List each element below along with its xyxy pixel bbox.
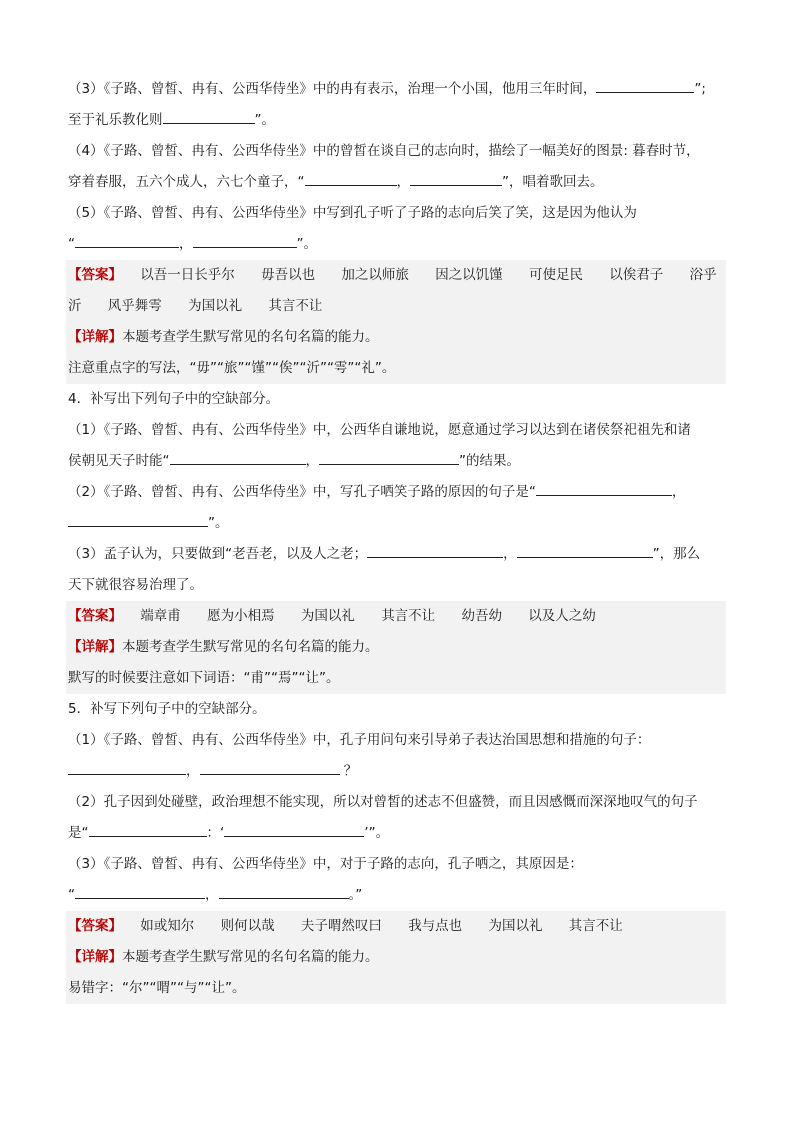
answer-blank[interactable] bbox=[193, 233, 297, 248]
detail-label: 【详解】 bbox=[68, 329, 122, 345]
detail-text: 本题考查学生默写常见的名句名篇的能力。 bbox=[122, 949, 379, 965]
question-text: ”。 bbox=[208, 515, 229, 531]
question-text: ”的结果。 bbox=[459, 453, 520, 469]
answer-item: 端章甫 bbox=[140, 608, 181, 624]
question-text: ：‘ bbox=[206, 825, 225, 841]
question-text: ， bbox=[503, 546, 517, 562]
q5-sub3-line2 bbox=[68, 880, 728, 911]
answer-line bbox=[68, 601, 726, 632]
detail-line bbox=[68, 632, 726, 663]
question-text: 穿着春服，五六个成人，六七个童子，“ bbox=[68, 174, 305, 190]
q5-sub3-line1 bbox=[68, 849, 728, 880]
q4-sub2-line1 bbox=[68, 477, 728, 508]
answer-item: 以俟君子 bbox=[609, 267, 664, 283]
answer-blank[interactable] bbox=[305, 171, 397, 186]
answer-blank[interactable] bbox=[68, 760, 186, 775]
answer-item: 为国以礼 bbox=[488, 918, 543, 934]
answer-line bbox=[68, 911, 726, 942]
question-text: ”，唱着歌回去。 bbox=[502, 174, 604, 190]
question-text: （3）《子路、曾皙、冉有、公西华侍坐》中，对于子路的志向，孔子哂之，其原因是： bbox=[68, 856, 583, 872]
note-text: 易错字：“尔”“喟”“与”“让”。 bbox=[68, 980, 246, 996]
question-text: （3）孟子认为，只要做到“老吾老，以及人之老； bbox=[68, 546, 368, 562]
q4-sub1-line2 bbox=[68, 446, 728, 477]
answer-blank[interactable] bbox=[319, 450, 459, 465]
answer-item: 幼吾幼 bbox=[461, 608, 502, 624]
question-text: （4）《子路、曾皙、冉有、公西华侍坐》中的曾皙在谈自己的志向时，描绘了一幅美好的图景: 暮春时节， bbox=[68, 143, 700, 159]
question-text: ， bbox=[671, 484, 686, 500]
note-line bbox=[68, 973, 726, 1004]
answer-item: 沂 bbox=[68, 298, 82, 314]
question-text: （1）《子路、曾皙、冉有、公西华侍坐》中，孔子用问句来引导弟子表达治国思想和措施的句子： bbox=[68, 732, 651, 748]
question-text: （2）孔子因到处碰壁，政治理想不能实现，所以对曾皙的述志不但盛赞，而且因感慨而深深地叹气的句子 bbox=[68, 794, 698, 810]
detail-label: 【详解】 bbox=[68, 639, 122, 655]
answer-item: 愿为小相焉 bbox=[207, 608, 275, 624]
note-line bbox=[68, 663, 726, 694]
answer-item: 如或知尔 bbox=[140, 918, 195, 934]
answer-item: 加之以师旅 bbox=[341, 267, 409, 283]
question-text: ， bbox=[205, 887, 219, 903]
q3-sub5-line1 bbox=[68, 198, 728, 229]
q3-sub4-line2 bbox=[68, 167, 728, 198]
q5-sub1-line2 bbox=[68, 756, 728, 787]
q5-sub2-line2 bbox=[68, 818, 728, 849]
q4-sub1-line1 bbox=[68, 415, 728, 446]
detail-label: 【详解】 bbox=[68, 949, 122, 965]
question-text: （5）《子路、曾皙、冉有、公西华侍坐》中写到孔子听了子路的志向后笑了笑，这是因为他认为 bbox=[68, 205, 637, 221]
q3-sub3-line2 bbox=[68, 105, 728, 136]
detail-line bbox=[68, 322, 726, 353]
question-text: ？ bbox=[343, 763, 358, 779]
answer-item: 风乎舞雩 bbox=[107, 298, 162, 314]
answer-item: 为国以礼 bbox=[300, 608, 355, 624]
answer-label: 【答案】 bbox=[68, 918, 122, 934]
answer-line bbox=[68, 260, 726, 291]
answer-item: 因之以饥馑 bbox=[435, 267, 503, 283]
answer-item: 为国以礼 bbox=[188, 298, 243, 314]
answer-blank[interactable] bbox=[89, 822, 207, 837]
answer-blank[interactable] bbox=[219, 884, 349, 899]
question-text: ’”。 bbox=[364, 825, 390, 841]
q5-title bbox=[68, 694, 728, 725]
answer-blank[interactable] bbox=[596, 78, 694, 93]
answer-item: 以吾一日长乎尔 bbox=[140, 267, 235, 283]
question-text: 天下就很容易治理了。 bbox=[68, 577, 203, 593]
q3-sub3-line1 bbox=[68, 74, 728, 105]
answer-item: 我与点也 bbox=[408, 918, 463, 934]
question-text: ”; bbox=[694, 81, 706, 97]
question-text: （3）《子路、曾皙、冉有、公西华侍坐》中的冉有表示，治理一个小国，他用三年时间， bbox=[68, 81, 597, 97]
answer-item: 夫子喟然叹曰 bbox=[300, 918, 382, 934]
note-line bbox=[68, 353, 726, 384]
answer-blank[interactable] bbox=[536, 481, 672, 496]
q4-sub2-line2 bbox=[68, 508, 728, 539]
answer-blank[interactable] bbox=[163, 109, 255, 124]
answer-blank[interactable] bbox=[200, 760, 340, 775]
q4-title bbox=[68, 384, 728, 415]
answer-blank[interactable] bbox=[75, 233, 179, 248]
q3-sub4-line1 bbox=[68, 136, 728, 167]
answer-item: 以及人之幼 bbox=[528, 608, 596, 624]
q3-answer-block bbox=[66, 260, 726, 384]
question-text: ， bbox=[396, 174, 410, 190]
question-text: 。” bbox=[348, 887, 363, 903]
question-text: 侯朝见天子时能“ bbox=[68, 453, 170, 469]
q5-sub1-line1 bbox=[68, 725, 728, 756]
question-text: ”。 bbox=[296, 236, 317, 252]
question-text: ”。 bbox=[254, 112, 275, 128]
answer-blank[interactable] bbox=[367, 543, 503, 558]
document-page bbox=[68, 74, 728, 1004]
question-text: “ bbox=[68, 887, 75, 903]
answer-item: 毋吾以也 bbox=[261, 267, 316, 283]
answer-label: 【答案】 bbox=[68, 608, 122, 624]
answer-blank[interactable] bbox=[68, 512, 208, 527]
question-text: ， bbox=[305, 453, 319, 469]
q4-answer-block bbox=[66, 601, 726, 694]
answer-blank[interactable] bbox=[517, 543, 653, 558]
q3-sub5-line2 bbox=[68, 229, 728, 260]
question-text: 至于礼乐教化则 bbox=[68, 112, 163, 128]
q5-sub2-line1 bbox=[68, 787, 728, 818]
answer-label: 【答案】 bbox=[68, 267, 122, 283]
answer-line bbox=[68, 291, 726, 322]
answer-item: 则何以哉 bbox=[220, 918, 275, 934]
question-title: 4．补写出下列句子中的空缺部分。 bbox=[68, 391, 280, 407]
q5-answer-block bbox=[66, 911, 726, 1004]
question-text: “ bbox=[68, 236, 75, 252]
answer-blank[interactable] bbox=[75, 884, 205, 899]
question-text: ， bbox=[186, 763, 200, 779]
question-text: ， bbox=[179, 236, 193, 252]
detail-line bbox=[68, 942, 726, 973]
question-text: ”，那么 bbox=[652, 546, 701, 562]
answer-item: 可使足民 bbox=[528, 267, 583, 283]
answer-blank[interactable] bbox=[410, 171, 502, 186]
detail-text: 本题考查学生默写常见的名句名篇的能力。 bbox=[122, 329, 379, 345]
answer-item: 其言不让 bbox=[568, 918, 623, 934]
answer-item: 其言不让 bbox=[268, 298, 323, 314]
answer-blank[interactable] bbox=[170, 450, 306, 465]
question-text: 是“ bbox=[68, 825, 89, 841]
detail-text: 本题考查学生默写常见的名句名篇的能力。 bbox=[122, 639, 379, 655]
note-text: 默写的时候要注意如下词语：“甫”“焉”“让”。 bbox=[68, 670, 340, 686]
answer-blank[interactable] bbox=[224, 822, 364, 837]
question-text: （2）《子路、曾皙、冉有、公西华侍坐》中，写孔子哂笑子路的原因的句子是“ bbox=[68, 484, 536, 500]
note-text: 注意重点字的写法，“毋”“旅”“馑”“俟”“沂”“雩”“礼”。 bbox=[68, 360, 396, 376]
question-text: （1）《子路、曾皙、冉有、公西华侍坐》中，公西华自谦地说，愿意通过学习以达到在诸侯祭祀祖先和诸 bbox=[68, 422, 691, 438]
q4-sub3-line2 bbox=[68, 570, 728, 601]
question-title: 5．补写下列句子中的空缺部分。 bbox=[68, 701, 266, 717]
answer-item: 浴乎 bbox=[689, 267, 717, 283]
q4-sub3-line1 bbox=[68, 539, 728, 570]
answer-item: 其言不让 bbox=[381, 608, 436, 624]
